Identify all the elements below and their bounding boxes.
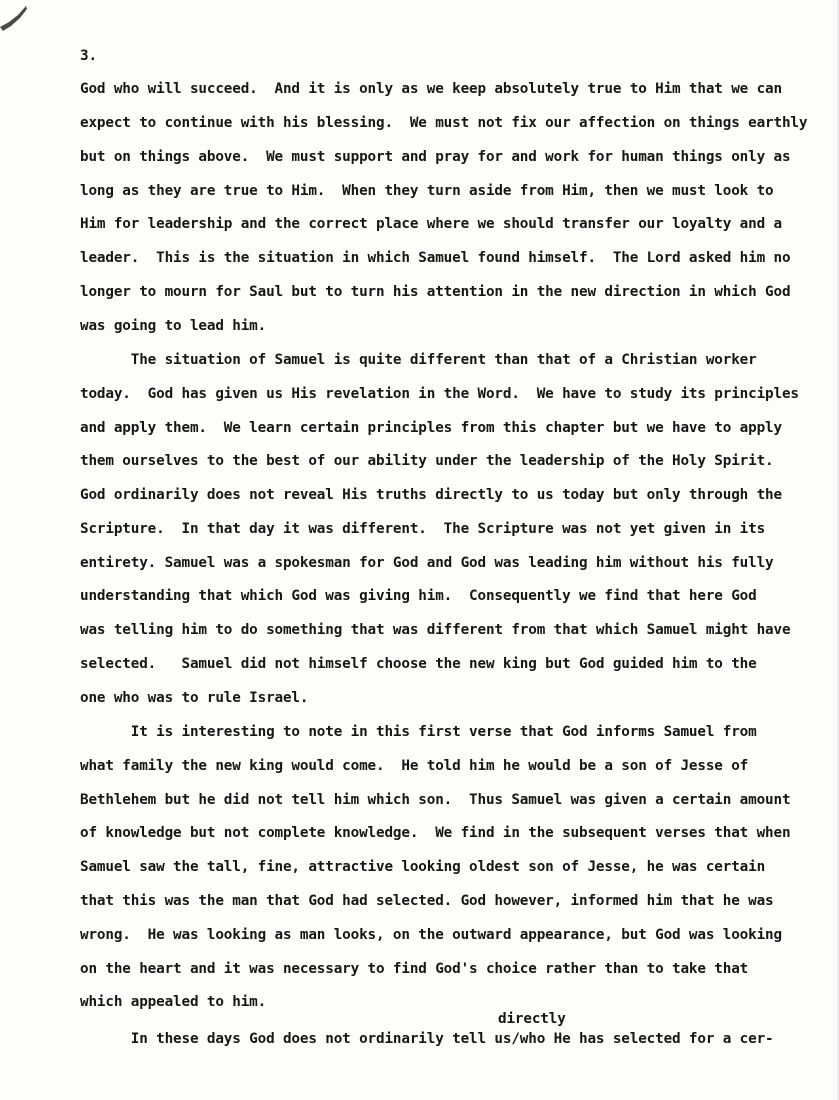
text-line: selected. Samuel did not himself choose the new king but God guided him to the bbox=[80, 656, 757, 672]
page-corner-mark bbox=[0, 0, 30, 40]
page-number: 3. bbox=[80, 48, 97, 64]
text-line: on the heart and it was necessary to find God's choice rather than to take that bbox=[80, 961, 749, 977]
text-line: Scripture. In that day it was different. The Scripture was not yet given in its bbox=[80, 521, 766, 537]
text-line: entirety. Samuel was a spokesman for God and God was leading him without his fully bbox=[80, 555, 774, 571]
text-line: of knowledge but not complete knowledge. We find in the subsequent verses that when bbox=[80, 825, 791, 841]
text-line: was telling him to do something that was different from that which Samuel might have bbox=[80, 622, 791, 638]
text-line: leader. This is the situation in which Samuel found himself. The Lord asked him no bbox=[80, 250, 791, 266]
text-line: longer to mourn for Saul but to turn his attention in the new direction in which God bbox=[80, 284, 791, 300]
text-line: expect to continue with his blessing. We must not fix our affection on things earthly bbox=[80, 115, 808, 131]
paragraph-start-line: It is interesting to note in this first verse that God informs Samuel from bbox=[80, 724, 757, 740]
text-line: that this was the man that God had selected. God however, informed him that he was bbox=[80, 893, 774, 909]
text-line: what family the new king would come. He told him he would be a son of Jesse of bbox=[80, 758, 749, 774]
paragraph-start-line: The situation of Samuel is quite different than that of a Christian worker bbox=[80, 352, 757, 368]
text-line: and apply them. We learn certain principles from this chapter but we have to apply bbox=[80, 420, 782, 436]
text-line: but on things above. We must support and pray for and work for human things only as bbox=[80, 149, 791, 165]
text-line: Him for leadership and the correct place where we should transfer our loyalty and a bbox=[80, 216, 782, 232]
paragraph-start-line: In these days God does not ordinarily tell us/who He has selected for a cer- bbox=[80, 1031, 774, 1047]
text-line: wrong. He was looking as man looks, on the outward appearance, but God was looking bbox=[80, 927, 782, 943]
text-line: long as they are true to Him. When they turn aside from Him, then we must look to bbox=[80, 183, 774, 199]
text-line: one who was to rule Israel. bbox=[80, 690, 309, 706]
handwritten-insertion: directly bbox=[498, 1011, 566, 1027]
text-line: was going to lead him. bbox=[80, 318, 267, 334]
text-line: God ordinarily does not reveal His truths directly to us today but only through the bbox=[80, 487, 782, 503]
text-line: today. God has given us His revelation in the Word. We have to study its principles bbox=[80, 386, 799, 402]
text-line: understanding that which God was giving him. Consequently we find that here God bbox=[80, 588, 757, 604]
text-line: Bethlehem but he did not tell him which son. Thus Samuel was given a certain amount bbox=[80, 792, 791, 808]
text-line: them ourselves to the best of our ability under the leadership of the Holy Spirit. bbox=[80, 453, 774, 469]
text-line: God who will succeed. And it is only as we keep absolutely true to Him that we can bbox=[80, 81, 782, 97]
text-line: Samuel saw the tall, fine, attractive looking oldest son of Jesse, he was certain bbox=[80, 859, 766, 875]
text-line: which appealed to him. bbox=[80, 994, 267, 1010]
